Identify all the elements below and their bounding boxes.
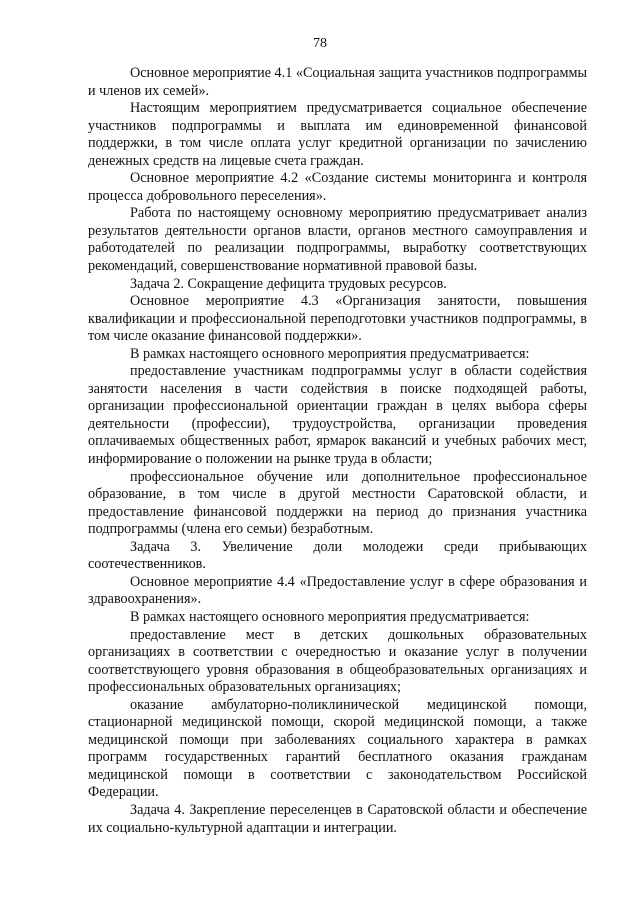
- paragraph-measure-4-4-item-education: предоставление мест в детских дошкольных образовательных организациях в соответствии с очередностью и оказание услуг в получении соответствующего уровня образования в общеобразовательных организациях и профессиональных образовательных организациях;: [88, 626, 587, 696]
- paragraph-measure-4-3-title: Основное мероприятие 4.3 «Организация занятости, повышения квалификации и профессиональной переподготовки участников подпрограммы, в том числе оказание финансовой поддержки».: [88, 293, 587, 345]
- page-number: 78: [313, 36, 327, 51]
- paragraph-measure-4-3-item-employment: предоставление участникам подпрограммы услуг в области содействия занятости населения в части содействия в поиске подходящей работы, организации профессиональной ориентации граждан в целях выбора сферы деятельности (профессии), трудоустройства, организации проведения оплачиваемых общественных работ, ярмарок вакансий и учебных рабочих мест, информирование о положении на рынке труда в области;: [88, 363, 587, 468]
- paragraph-measure-4-4-intro: В рамках настоящего основного мероприятия предусматривается:: [130, 608, 530, 625]
- paragraph-measure-4-2-description: Работа по настоящему основному мероприятию предусматривает анализ результатов деятельности органов власти, органов местного самоуправления и работодателей по реализации подпрограммы, выработку соответствующих рекомендаций, совершенствование нормативной правовой базы.: [88, 205, 587, 275]
- paragraph-task-3: Задача 3. Увеличение доли молодежи среди прибывающих соотечественников.: [88, 538, 587, 573]
- paragraph-measure-4-2-title: Основное мероприятие 4.2 «Создание системы мониторинга и контроля процесса добровольного переселения».: [88, 170, 587, 204]
- document-body: [88, 65, 587, 837]
- paragraph-task-2: Задача 2. Сокращение дефицита трудовых ресурсов.: [130, 275, 447, 292]
- paragraph-measure-4-1-description: Настоящим мероприятием предусматривается социальное обеспечение участников подпрограммы и выплата им единовременной финансовой поддержки, в том числе оплата услуг кредитной организации по зачислению денежных средств на лицевые счета граждан.: [88, 100, 587, 169]
- paragraph-task-4: Задача 4. Закрепление переселенцев в Саратовской области и обеспечение их социально-культурной адаптации и интеграции.: [88, 801, 587, 836]
- paragraph-measure-4-1-title: Основное мероприятие 4.1 «Социальная защита участников подпрограммы и членов их семей».: [88, 65, 587, 99]
- paragraph-measure-4-4-title: Основное мероприятие 4.4 «Предоставление услуг в сфере образования и здравоохранения».: [88, 573, 587, 608]
- paragraph-measure-4-3-item-training: профессиональное обучение или дополнительное профессиональное образование, в том числе в другой местности Саратовской области, и предоставление финансовой поддержки на период до признания участника подпрограммы (члена его семьи) безработным.: [88, 468, 587, 538]
- paragraph-measure-4-4-item-healthcare: оказание амбулаторно-поликлинической медицинской помощи, стационарной медицинской помощи, скорой медицинской помощи, а также медицинской помощи при заболеваниях социального характера в рамках программ государственных гарантий бесплатного оказания гражданам медицинской помощи в соответствии с законодательством Российской Федерации.: [88, 696, 587, 801]
- paragraph-measure-4-3-intro: В рамках настоящего основного мероприятия предусматривается:: [130, 345, 530, 362]
